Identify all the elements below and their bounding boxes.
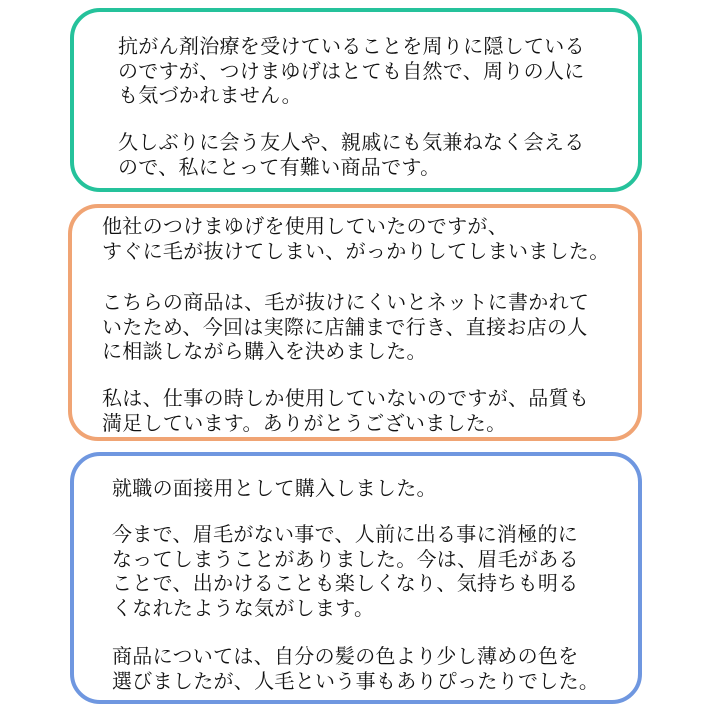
review-3-paragraph-2 [112, 522, 579, 620]
review-1-paragraph-1 [118, 34, 585, 108]
review-text-line: 商品については、自分の髪の色より少し薄めの色を [112, 644, 579, 668]
review-text-line: のですが、つけまゆげはとても自然で、周りの人に [118, 58, 585, 83]
review-2-paragraph-3 [102, 386, 589, 435]
review-1-paragraph-2 [118, 130, 585, 179]
review-text-line: いたため、今回は実際に店舗まで行き、直接お店の人 [102, 314, 588, 339]
review-text-line: すぐに毛が抜けてしまい、がっかりしてしまいました。 [102, 238, 610, 263]
review-3-paragraph-3 [112, 644, 599, 693]
review-text-line: ので、私にとって有難い商品です。 [118, 154, 441, 179]
review-text-line: 久しぶりに会う友人や、親戚にも気兼ねなく会える [118, 130, 585, 154]
review-text-line: 就職の面接用として購入しました。 [112, 476, 437, 500]
review-text-line: も気づかれません。 [118, 83, 302, 107]
review-card-2 [68, 204, 642, 441]
review-text-line: ことで、出かけることも楽しくなり、気持ちも明る [112, 571, 579, 595]
review-2-paragraph-2 [102, 290, 589, 364]
review-2-paragraph-1 [102, 214, 610, 263]
review-3-paragraph-1 [112, 476, 437, 501]
review-text-line: くなれたような気がします。 [112, 595, 375, 620]
review-text-line: なってしまうことがありました。今は、眉毛がある [112, 546, 579, 571]
review-text-line: こちらの商品は、毛が抜けにくいとネットに書かれて [102, 290, 590, 314]
review-text-line: 抗がん剤治療を受けていることを周りに隠している [118, 34, 585, 58]
review-text-line: 私は、仕事の時しか使用していないのですが、品質も [102, 386, 590, 410]
review-text-line: 満足しています。ありがとうございました。 [102, 410, 507, 435]
review-card-3 [70, 452, 642, 704]
review-text-line: に相談しながら購入を決めました。 [102, 339, 427, 363]
review-card-1 [70, 8, 642, 192]
review-text-line: 選びましたが、人毛という事もありぴったりでした。 [112, 668, 600, 693]
review-text-line: 今まで、眉毛がない事で、人前に出る事に消極的に [112, 522, 579, 546]
review-text-line: 他社のつけまゆげを使用していたのですが、 [102, 214, 508, 238]
